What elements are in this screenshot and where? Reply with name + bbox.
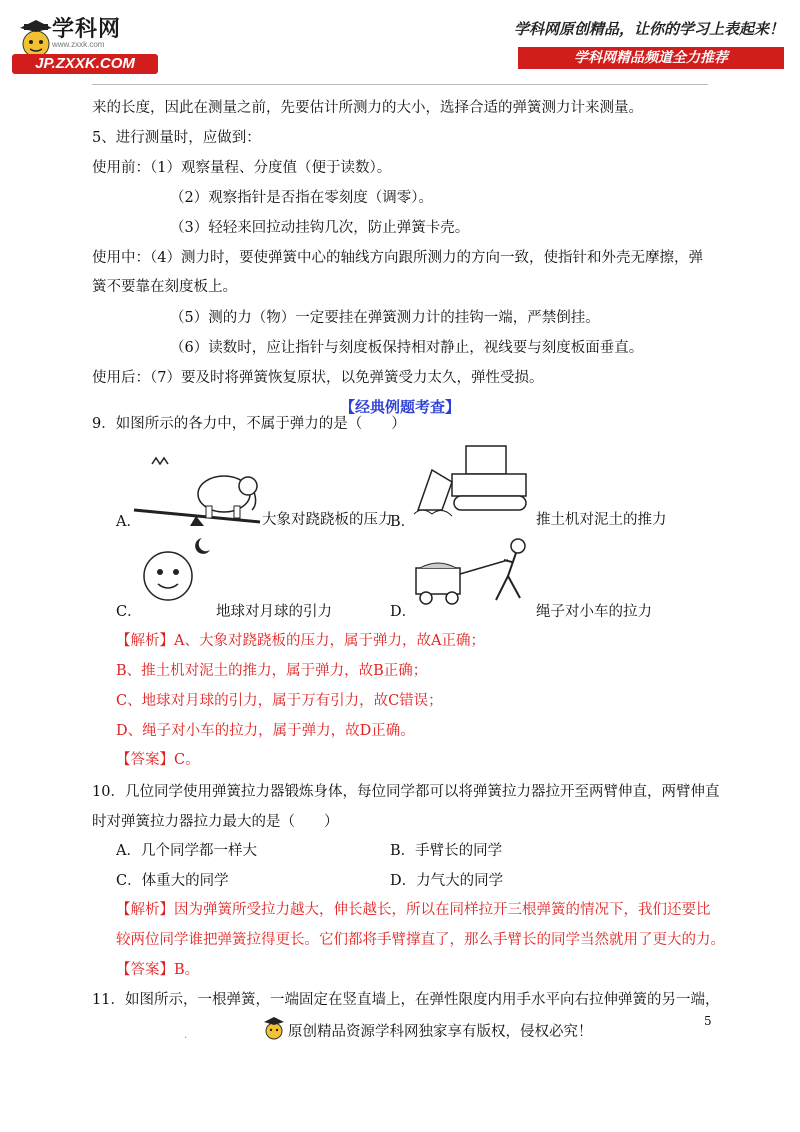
earth-moon-figure xyxy=(136,532,216,606)
answer-line: 【答案】B。 xyxy=(116,962,200,978)
analysis-line: D、绳子对小车的拉力，属于弹力，故D正确。 xyxy=(116,723,415,739)
section-title: 【经典例题考查】 xyxy=(339,398,460,416)
answer-line: 【答案】C。 xyxy=(116,752,200,768)
body-line: （2）观察指针是否指在零刻度（调零）。 xyxy=(170,190,433,206)
footer-dot: . xyxy=(184,1030,188,1041)
elephant-seesaw-figure xyxy=(132,452,262,528)
analysis-line: 【解析】因为弹簧所受拉力越大，伸长越长，所以在同样拉开三根弹簧的情况下，我们还要比 xyxy=(116,902,711,918)
body-line: 使用中：（4）测力时，要使弹簧中心的轴线方向跟所测力的方向一致，使指针和外壳无摩擦，弹 xyxy=(92,250,703,266)
option-b: B．手臂长的同学 xyxy=(390,843,503,859)
body-line: 来的长度，因此在测量之前，先要估计所测力的大小，选择合适的弹簧测力计来测量。 xyxy=(92,100,643,116)
option-b-text: 推土机对泥土的推力 xyxy=(536,512,667,528)
option-d: D．力气大的同学 xyxy=(390,873,504,889)
option-a: A．几个同学都一样大 xyxy=(116,843,257,859)
analysis-line: 【解析】A、大象对跷跷板的压力，属于弹力，故A正确； xyxy=(116,633,485,649)
body-line: 簧不要靠在刻度板上。 xyxy=(92,279,237,295)
analysis-line: 较两位同学谁把弹簧拉得更长。它们都将手臂撑直了，那么手臂长的同学当然就用了更大的力。 xyxy=(116,932,725,948)
option-a-label: A． xyxy=(116,514,141,530)
header-divider xyxy=(92,84,708,85)
option-d-text: 绳子对小车的拉力 xyxy=(536,604,652,620)
bulldozer-figure xyxy=(412,440,532,524)
option-d-label: D． xyxy=(390,604,417,620)
page-number: 5 xyxy=(704,1014,712,1028)
option-a-text: 大象对跷跷板的压力 xyxy=(262,512,393,528)
mascot-icon xyxy=(262,1016,286,1042)
analysis-line: B、推土机对泥土的推力，属于弹力，故B正确； xyxy=(116,663,428,679)
body-line: （5）测的力（物）一定要挂在弹簧测力计的挂钩一端，严禁倒挂。 xyxy=(170,310,600,326)
question-stem: 9．如图所示的各力中，不属于弹力的是（ ） xyxy=(92,416,406,432)
body-line: （6）读数时，应让指针与刻度板保持相对静止，视线要与刻度板面垂直。 xyxy=(170,340,644,356)
question-stem: 时对弹簧拉力器拉力最大的是（ ） xyxy=(92,814,339,830)
question-stem: 10．几位同学使用弹簧拉力器锻炼身体，每位同学都可以将弹簧拉力器拉开至两臂伸直，两臂伸直 xyxy=(92,784,720,800)
logo-subtext: www.zxxk.com xyxy=(52,40,105,49)
option-b-label: B． xyxy=(390,514,416,530)
question-stem: 11．如图所示，一根弹簧，一端固定在竖直墙上，在弹性限度内用手水平向右拉伸弹簧的另一端， xyxy=(92,992,720,1008)
option-c: C．体重大的同学 xyxy=(116,873,229,889)
option-c-label: C． xyxy=(116,604,142,620)
body-line: （3）轻轻来回拉动挂钩几次，防止弹簧卡壳。 xyxy=(170,220,470,236)
logo-text: 学科网 xyxy=(52,17,122,42)
footer-text: 原创精品资源学科网独家享有版权，侵权必究！ xyxy=(288,1024,593,1040)
header-slogan: 学科网原创精品，让你的学习上表起来！ xyxy=(513,20,784,38)
option-c-text: 地球对月球的引力 xyxy=(216,604,332,620)
body-line: 5、进行测量时，应做到： xyxy=(92,130,261,146)
analysis-line: C、地球对月球的引力，属于万有引力，故C错误； xyxy=(116,693,443,709)
logo-url[interactable]: JP.ZXXK.COM xyxy=(12,54,158,74)
body-line: 使用前：（1）观察量程、分度值（便于读数）。 xyxy=(92,160,392,176)
rope-cart-figure xyxy=(412,536,536,612)
header-banner: 学科网精品频道全力推荐 xyxy=(518,47,784,69)
body-line: 使用后：（7）要及时将弹簧恢复原状，以免弹簧受力太久，弹性受损。 xyxy=(92,370,544,386)
